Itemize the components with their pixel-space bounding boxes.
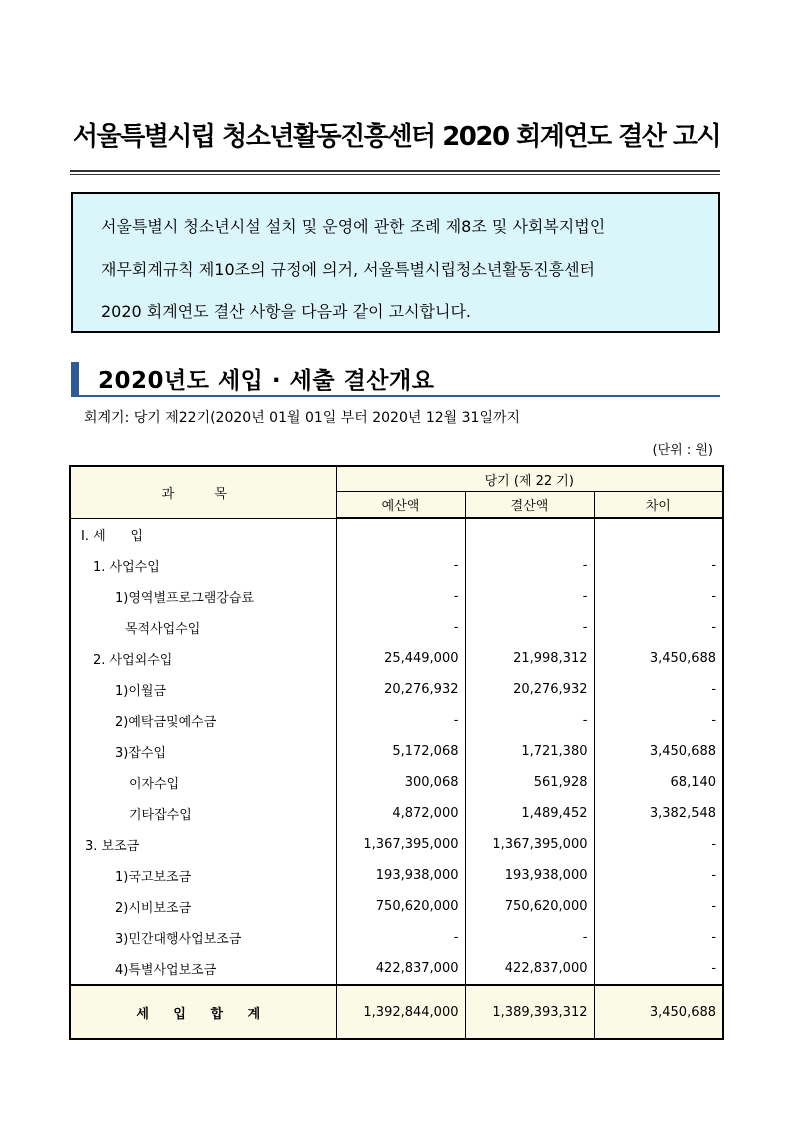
table-row	[70, 674, 723, 705]
table-row	[70, 705, 723, 736]
settled-value: -	[465, 922, 594, 953]
row-label: 이자수입	[70, 767, 336, 798]
diff-value: -	[594, 674, 723, 705]
header-subject: 과 목	[70, 466, 336, 518]
total-row	[70, 985, 723, 1039]
diff-value: -	[594, 891, 723, 922]
settled-value	[465, 518, 594, 550]
row-label: 4)특별사업보조금	[70, 953, 336, 985]
diff-value: -	[594, 829, 723, 860]
settled-value: 21,998,312	[465, 643, 594, 674]
budget-value: 300,068	[336, 767, 465, 798]
accounting-period: 회계기: 당기 제22기(2020년 01월 01일 부터 2020년 12월 31일까지	[84, 410, 521, 426]
table-row	[70, 922, 723, 953]
row-label: 1)이월금	[70, 674, 336, 705]
section-title: 2020년도 세입 · 세출 결산개요	[98, 368, 435, 394]
diff-value: -	[594, 581, 723, 612]
settled-value: 1,367,395,000	[465, 829, 594, 860]
settled-value: -	[465, 705, 594, 736]
settlement-table	[69, 465, 724, 1040]
settled-value: 193,938,000	[465, 860, 594, 891]
table-row	[70, 891, 723, 922]
row-label: 3)잡수입	[70, 736, 336, 767]
budget-value: 20,276,932	[336, 674, 465, 705]
row-label: Ⅰ. 세 입	[70, 518, 336, 550]
diff-value: -	[594, 550, 723, 581]
settled-value: 20,276,932	[465, 674, 594, 705]
diff-value: -	[594, 922, 723, 953]
total-budget: 1,392,844,000	[336, 985, 465, 1039]
notice-line-2: 재무회계규칙 제10조의 규정에 의거, 서울특별시립청소년활동진흥센터	[101, 260, 596, 279]
row-label: 2)시비보조금	[70, 891, 336, 922]
table-row	[70, 518, 723, 550]
budget-value: 4,872,000	[336, 798, 465, 829]
diff-value: 3,450,688	[594, 736, 723, 767]
notice-line-3: 2020 회계연도 결산 사항을 다음과 같이 고시합니다.	[101, 302, 471, 321]
diff-value: -	[594, 705, 723, 736]
unit-label: (단위 : 원)	[652, 443, 713, 458]
page-title: 서울특별시립 청소년활동진흥센터 2020 회계연도 결산 고시	[72, 122, 721, 152]
settled-value: 1,721,380	[465, 736, 594, 767]
budget-value: -	[336, 550, 465, 581]
table-row	[70, 550, 723, 581]
diff-value: 3,450,688	[594, 643, 723, 674]
header-diff: 차이	[594, 492, 723, 519]
budget-value: 1,367,395,000	[336, 829, 465, 860]
settled-value: -	[465, 550, 594, 581]
header-period-group: 당기 (제 22 기)	[336, 466, 723, 492]
budget-value: -	[336, 922, 465, 953]
total-label: 세 입 합 계	[70, 985, 336, 1039]
settled-value: -	[465, 581, 594, 612]
row-label: 1. 사업수입	[70, 550, 336, 581]
table-row	[70, 767, 723, 798]
budget-value: -	[336, 581, 465, 612]
row-label: 1)국고보조금	[70, 860, 336, 891]
table-row	[70, 798, 723, 829]
diff-value: -	[594, 953, 723, 985]
table-row	[70, 860, 723, 891]
row-label: 기타잡수입	[70, 798, 336, 829]
table-row	[70, 953, 723, 985]
budget-value: 750,620,000	[336, 891, 465, 922]
row-label: 3)민간대행사업보조금	[70, 922, 336, 953]
row-label: 3. 보조금	[70, 829, 336, 860]
budget-value: 25,449,000	[336, 643, 465, 674]
total-diff: 3,450,688	[594, 985, 723, 1039]
budget-value: -	[336, 612, 465, 643]
table-row	[70, 829, 723, 860]
budget-value	[336, 518, 465, 550]
budget-value: 193,938,000	[336, 860, 465, 891]
settled-value: 561,928	[465, 767, 594, 798]
budget-value: 422,837,000	[336, 953, 465, 985]
table-row	[70, 736, 723, 767]
table-row	[70, 612, 723, 643]
settled-value: 750,620,000	[465, 891, 594, 922]
title-underline	[70, 170, 720, 172]
budget-value: -	[336, 705, 465, 736]
row-label: 2)예탁금및예수금	[70, 705, 336, 736]
table-row	[70, 643, 723, 674]
diff-value: 3,382,548	[594, 798, 723, 829]
title-underline-thin	[70, 174, 720, 175]
settled-value: 422,837,000	[465, 953, 594, 985]
settled-value: -	[465, 612, 594, 643]
row-label: 2. 사업외수입	[70, 643, 336, 674]
total-settled: 1,389,393,312	[465, 985, 594, 1039]
row-label: 목적사업수입	[70, 612, 336, 643]
row-label: 1)영역별프로그램강습료	[70, 581, 336, 612]
settled-value: 1,489,452	[465, 798, 594, 829]
budget-value: 5,172,068	[336, 736, 465, 767]
section-underline	[71, 395, 720, 397]
notice-box	[71, 192, 720, 333]
section-marker	[71, 362, 79, 395]
diff-value: -	[594, 860, 723, 891]
diff-value	[594, 518, 723, 550]
notice-line-1: 서울특별시 청소년시설 설치 및 운영에 관한 조례 제8조 및 사회복지법인	[101, 217, 606, 236]
diff-value: -	[594, 612, 723, 643]
diff-value: 68,140	[594, 767, 723, 798]
table-row	[70, 581, 723, 612]
header-settled: 결산액	[465, 492, 594, 519]
header-budget: 예산액	[336, 492, 465, 519]
